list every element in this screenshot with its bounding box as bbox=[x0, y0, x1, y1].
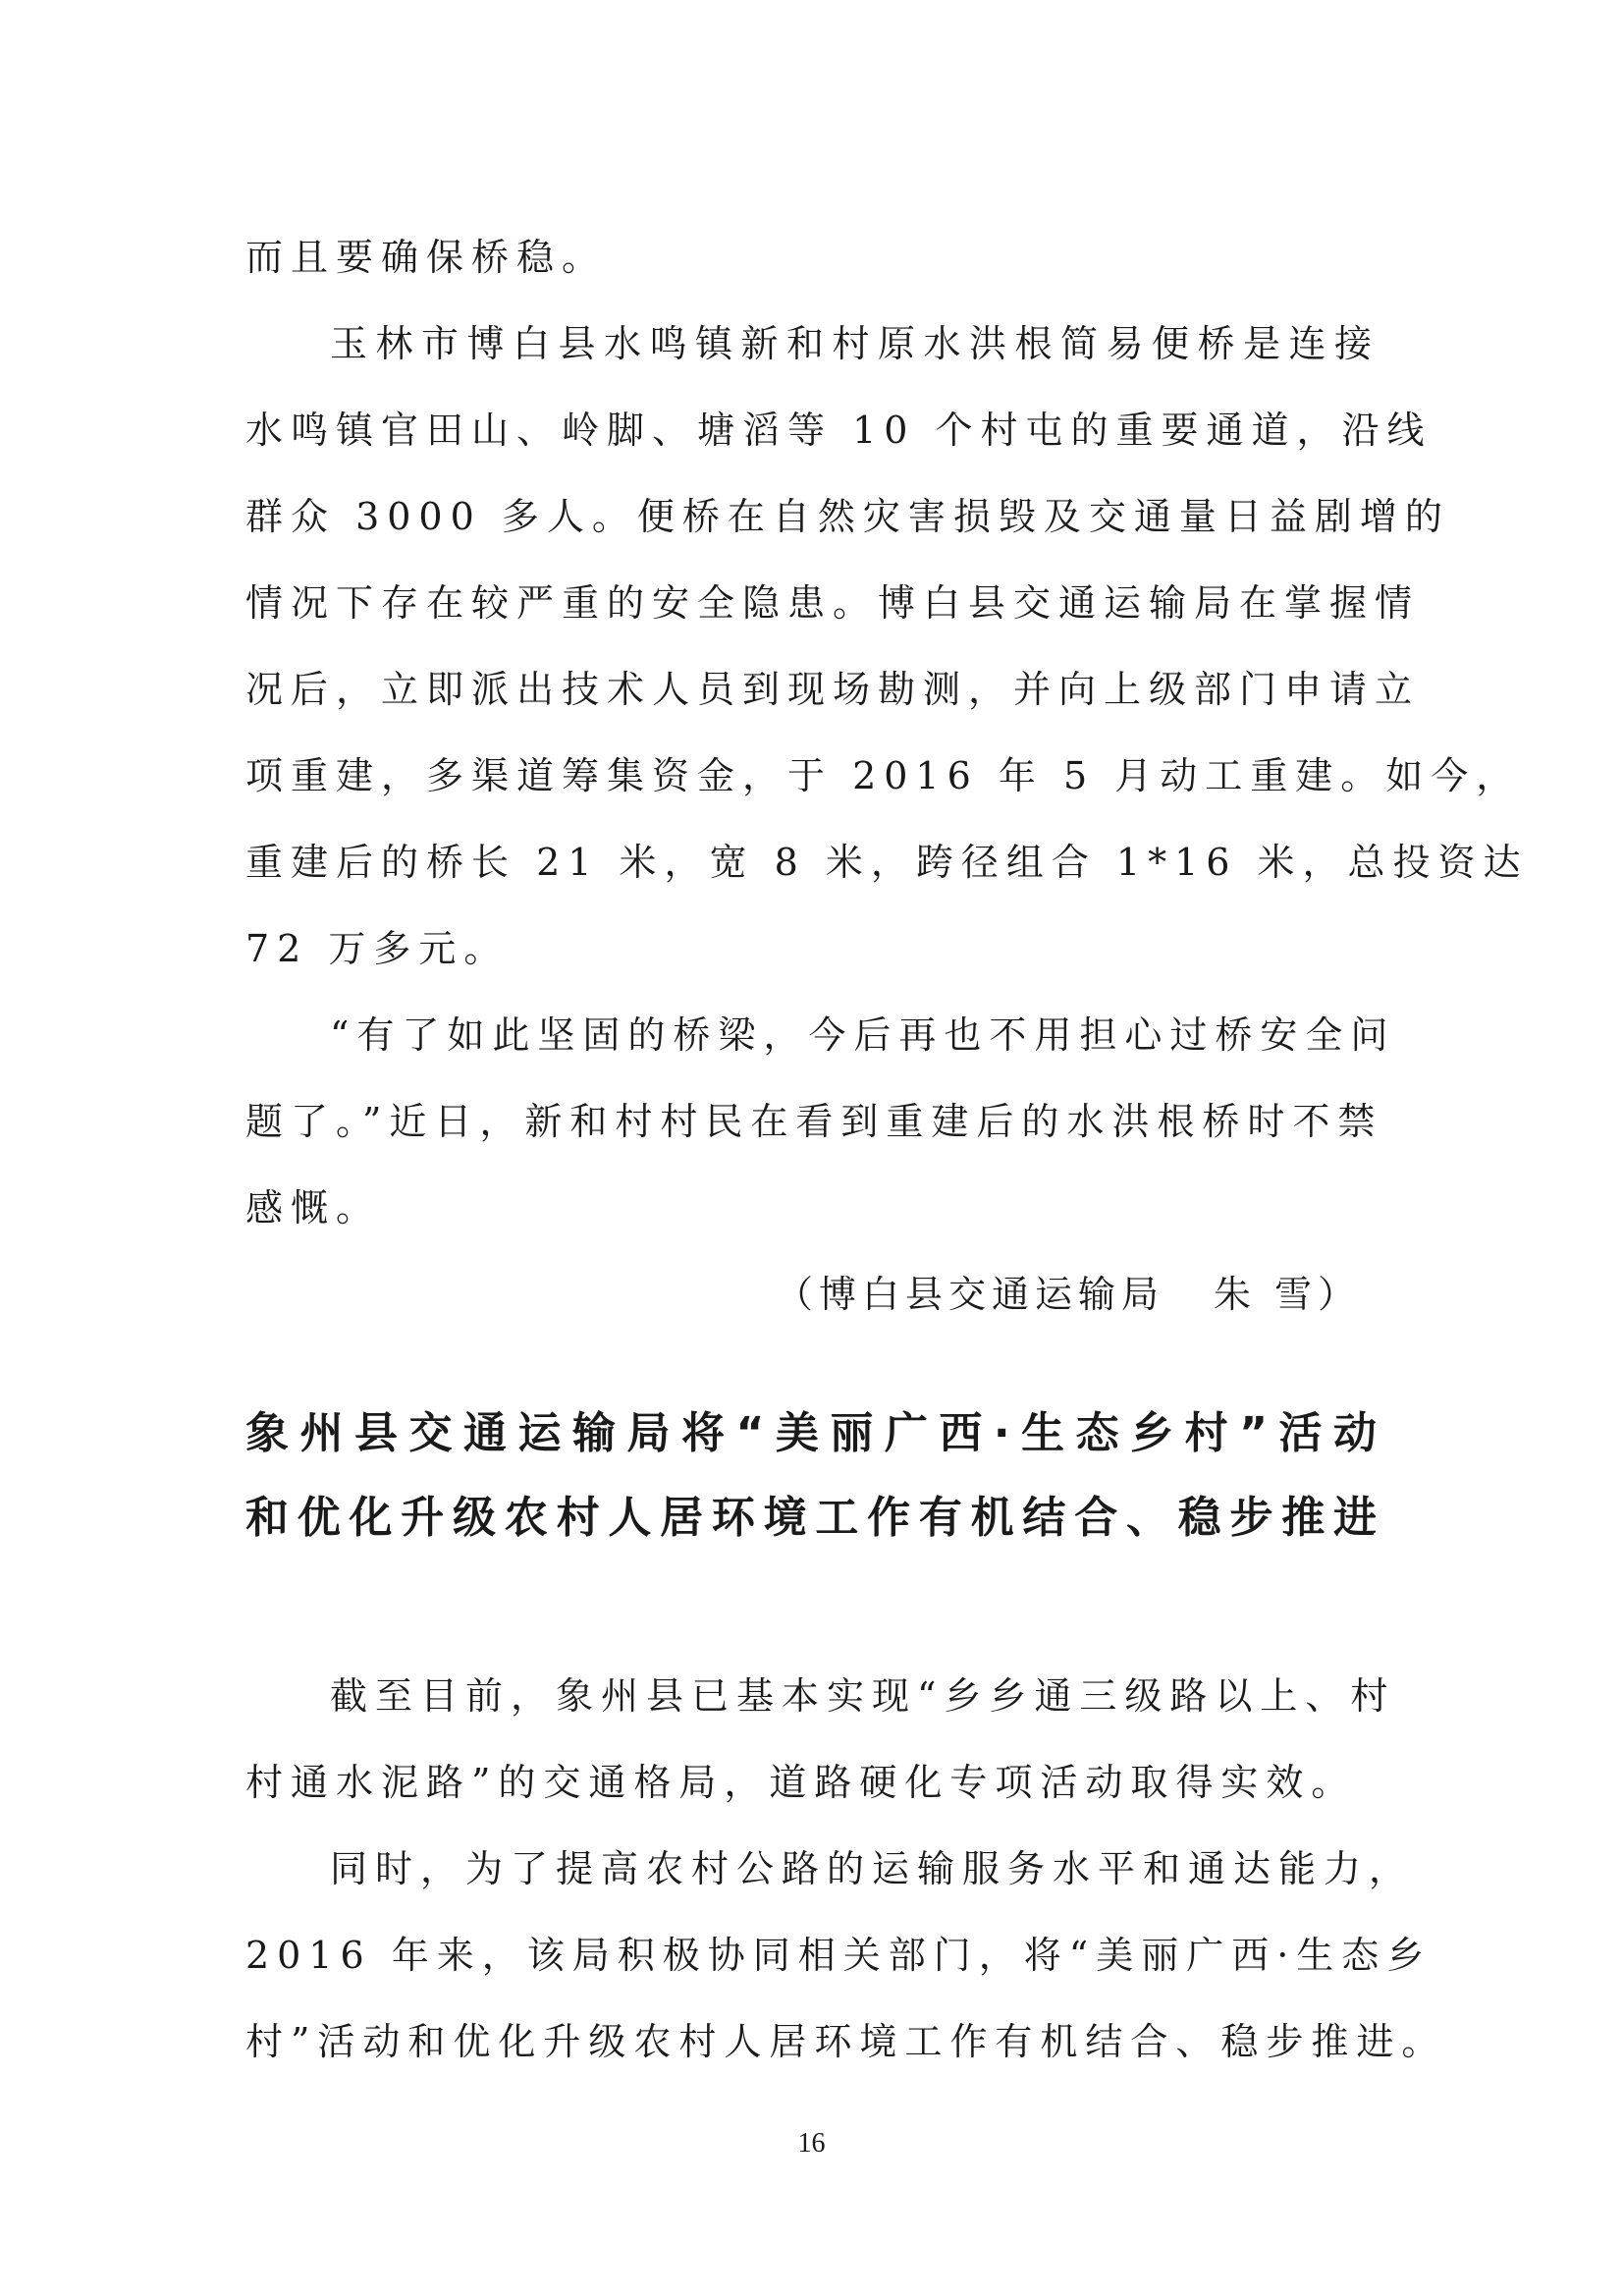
paragraph-line: 72 万多元。 bbox=[245, 927, 510, 970]
article-title-line: 象州县交通运输局将“美丽广西·生态乡村”活动 bbox=[245, 1408, 1380, 1458]
paragraph-line: 同时，为了提高农村公路的运输服务水平和通达能力， bbox=[330, 1847, 1415, 1890]
attribution-org: （博白县交通运输局 bbox=[776, 1273, 1165, 1316]
paragraph-line: 玉林市博白县水鸣镇新和村原水洪根简易便桥是连接 bbox=[330, 322, 1380, 365]
paragraph-line: 题了。”近日，新和村村民在看到重建后的水洪根桥时不禁 bbox=[245, 1100, 1383, 1143]
paragraph-line: 截至目前，象州县已基本实现“乡乡通三级路以上、村 bbox=[330, 1674, 1396, 1718]
paragraph-line: 村通水泥路”的交通格局，道路硬化专项活动取得实效。 bbox=[245, 1761, 1357, 1804]
paragraph-line: 水鸣镇官田山、岭脚、塘滔等 10 个村屯的重要通道，沿线 bbox=[245, 409, 1433, 452]
paragraph-line: 群众 3000 多人。便桥在自然灾害损毁及交通量日益剧增的 bbox=[245, 495, 1450, 538]
paragraph-line: “有了如此坚固的桥梁，今后再也不用担心过桥安全问 bbox=[330, 1013, 1396, 1057]
paragraph-line: 项重建，多渠道筹集资金，于 2016 年 5 月动工重建。如今， bbox=[245, 754, 1522, 797]
page-number: 16 bbox=[797, 2128, 826, 2159]
paragraph-line: 而且要确保桥稳。 bbox=[245, 236, 608, 279]
paragraph-line: 况后，立即派出技术人员到现场勘测，并向上级部门申请立 bbox=[245, 668, 1421, 711]
paragraph-line: 2016 年来，该局积极协同相关部门，将“美丽广西·生态乡 bbox=[245, 1934, 1433, 1977]
article-attribution bbox=[776, 1270, 1365, 1319]
article-title-line: 和优化升级农村人居环境工作有机结合、稳步推进 bbox=[245, 1493, 1380, 1543]
paragraph-line: 村”活动和优化升级农村人居环境工作有机结合、稳步推进。 bbox=[245, 2020, 1447, 2063]
attribution-author: 朱 雪） bbox=[1214, 1273, 1362, 1316]
paragraph-line: 情况下存在较严重的安全隐患。博白县交通运输局在掌握情 bbox=[245, 581, 1421, 625]
paragraph-line: 感慨。 bbox=[245, 1186, 382, 1230]
paragraph-line: 重建后的桥长 21 米，宽 8 米，跨径组合 1*16 米，总投资达 bbox=[245, 841, 1529, 884]
